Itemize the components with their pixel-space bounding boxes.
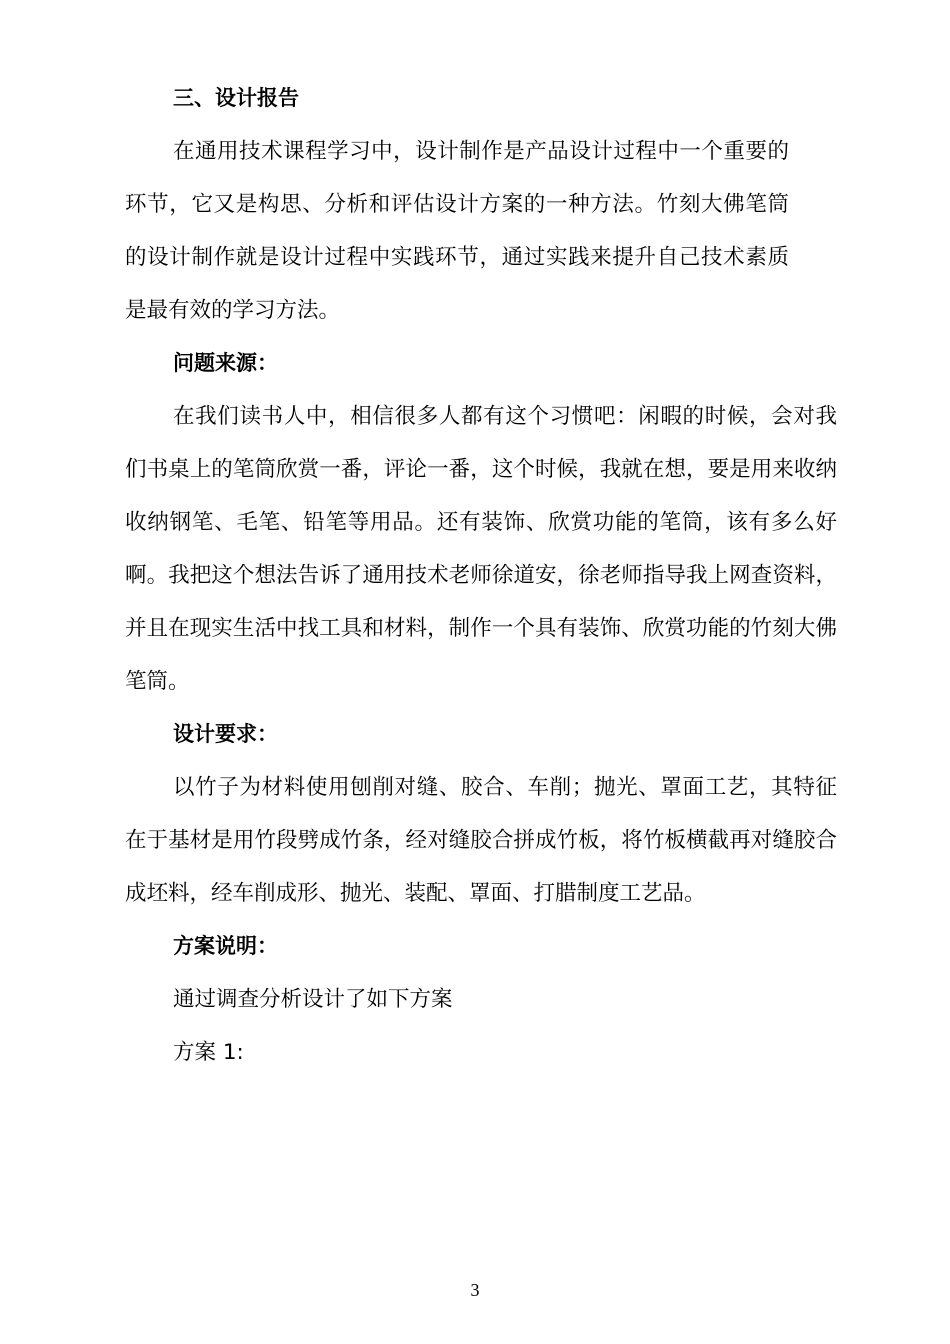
plan-description-line: 通过调查分析设计了如下方案 — [173, 987, 453, 1012]
document-body — [125, 72, 837, 1079]
problem-source-heading: 问题来源： — [173, 351, 278, 375]
section-title: 三、设计报告 — [173, 86, 299, 110]
plan-1-label: 方案 1: — [173, 1040, 244, 1065]
design-requirements-paragraph: 以竹子为材料使用刨削对缝、胶合、车削；抛光、罩面工艺，其特征在于基材是用竹段劈成竹条，经对缝胶合拼成竹板，将竹板横截再对缝胶合成坯料，经车削成形、抛光、装配、罩面、打腊制度工艺品。 — [125, 775, 837, 906]
problem-source-paragraph: 在我们读书人中，相信很多人都有这个习惯吧：闲暇的时候，会对我们书桌上的笔筒欣赏一番，评论一番，这个时候，我就在想，要是用来收纳收纳钢笔、毛笔、铅笔等用品。还有装饰、欣赏功能的笔筒，该有多么好啊。我把这个想法告诉了通用技术老师徐道安，徐老师指导我上网查资料，并且在现实生活中找工具和材料，制作一个具有装饰、欣赏功能的竹刻大佛笔筒。 — [125, 404, 837, 694]
plan-description-heading: 方案说明： — [173, 934, 278, 958]
page-number: 3 — [470, 1280, 480, 1300]
design-requirements-heading: 设计要求： — [173, 722, 278, 746]
intro-paragraph: 在通用技术课程学习中，设计制作是产品设计过程中一个重要的环节，它又是构思、分析和评估设计方案的一种方法。竹刻大佛笔筒的设计制作就是设计过程中实践环节，通过实践来提升自己技术素质是最有效的学习方法。 — [125, 139, 789, 323]
